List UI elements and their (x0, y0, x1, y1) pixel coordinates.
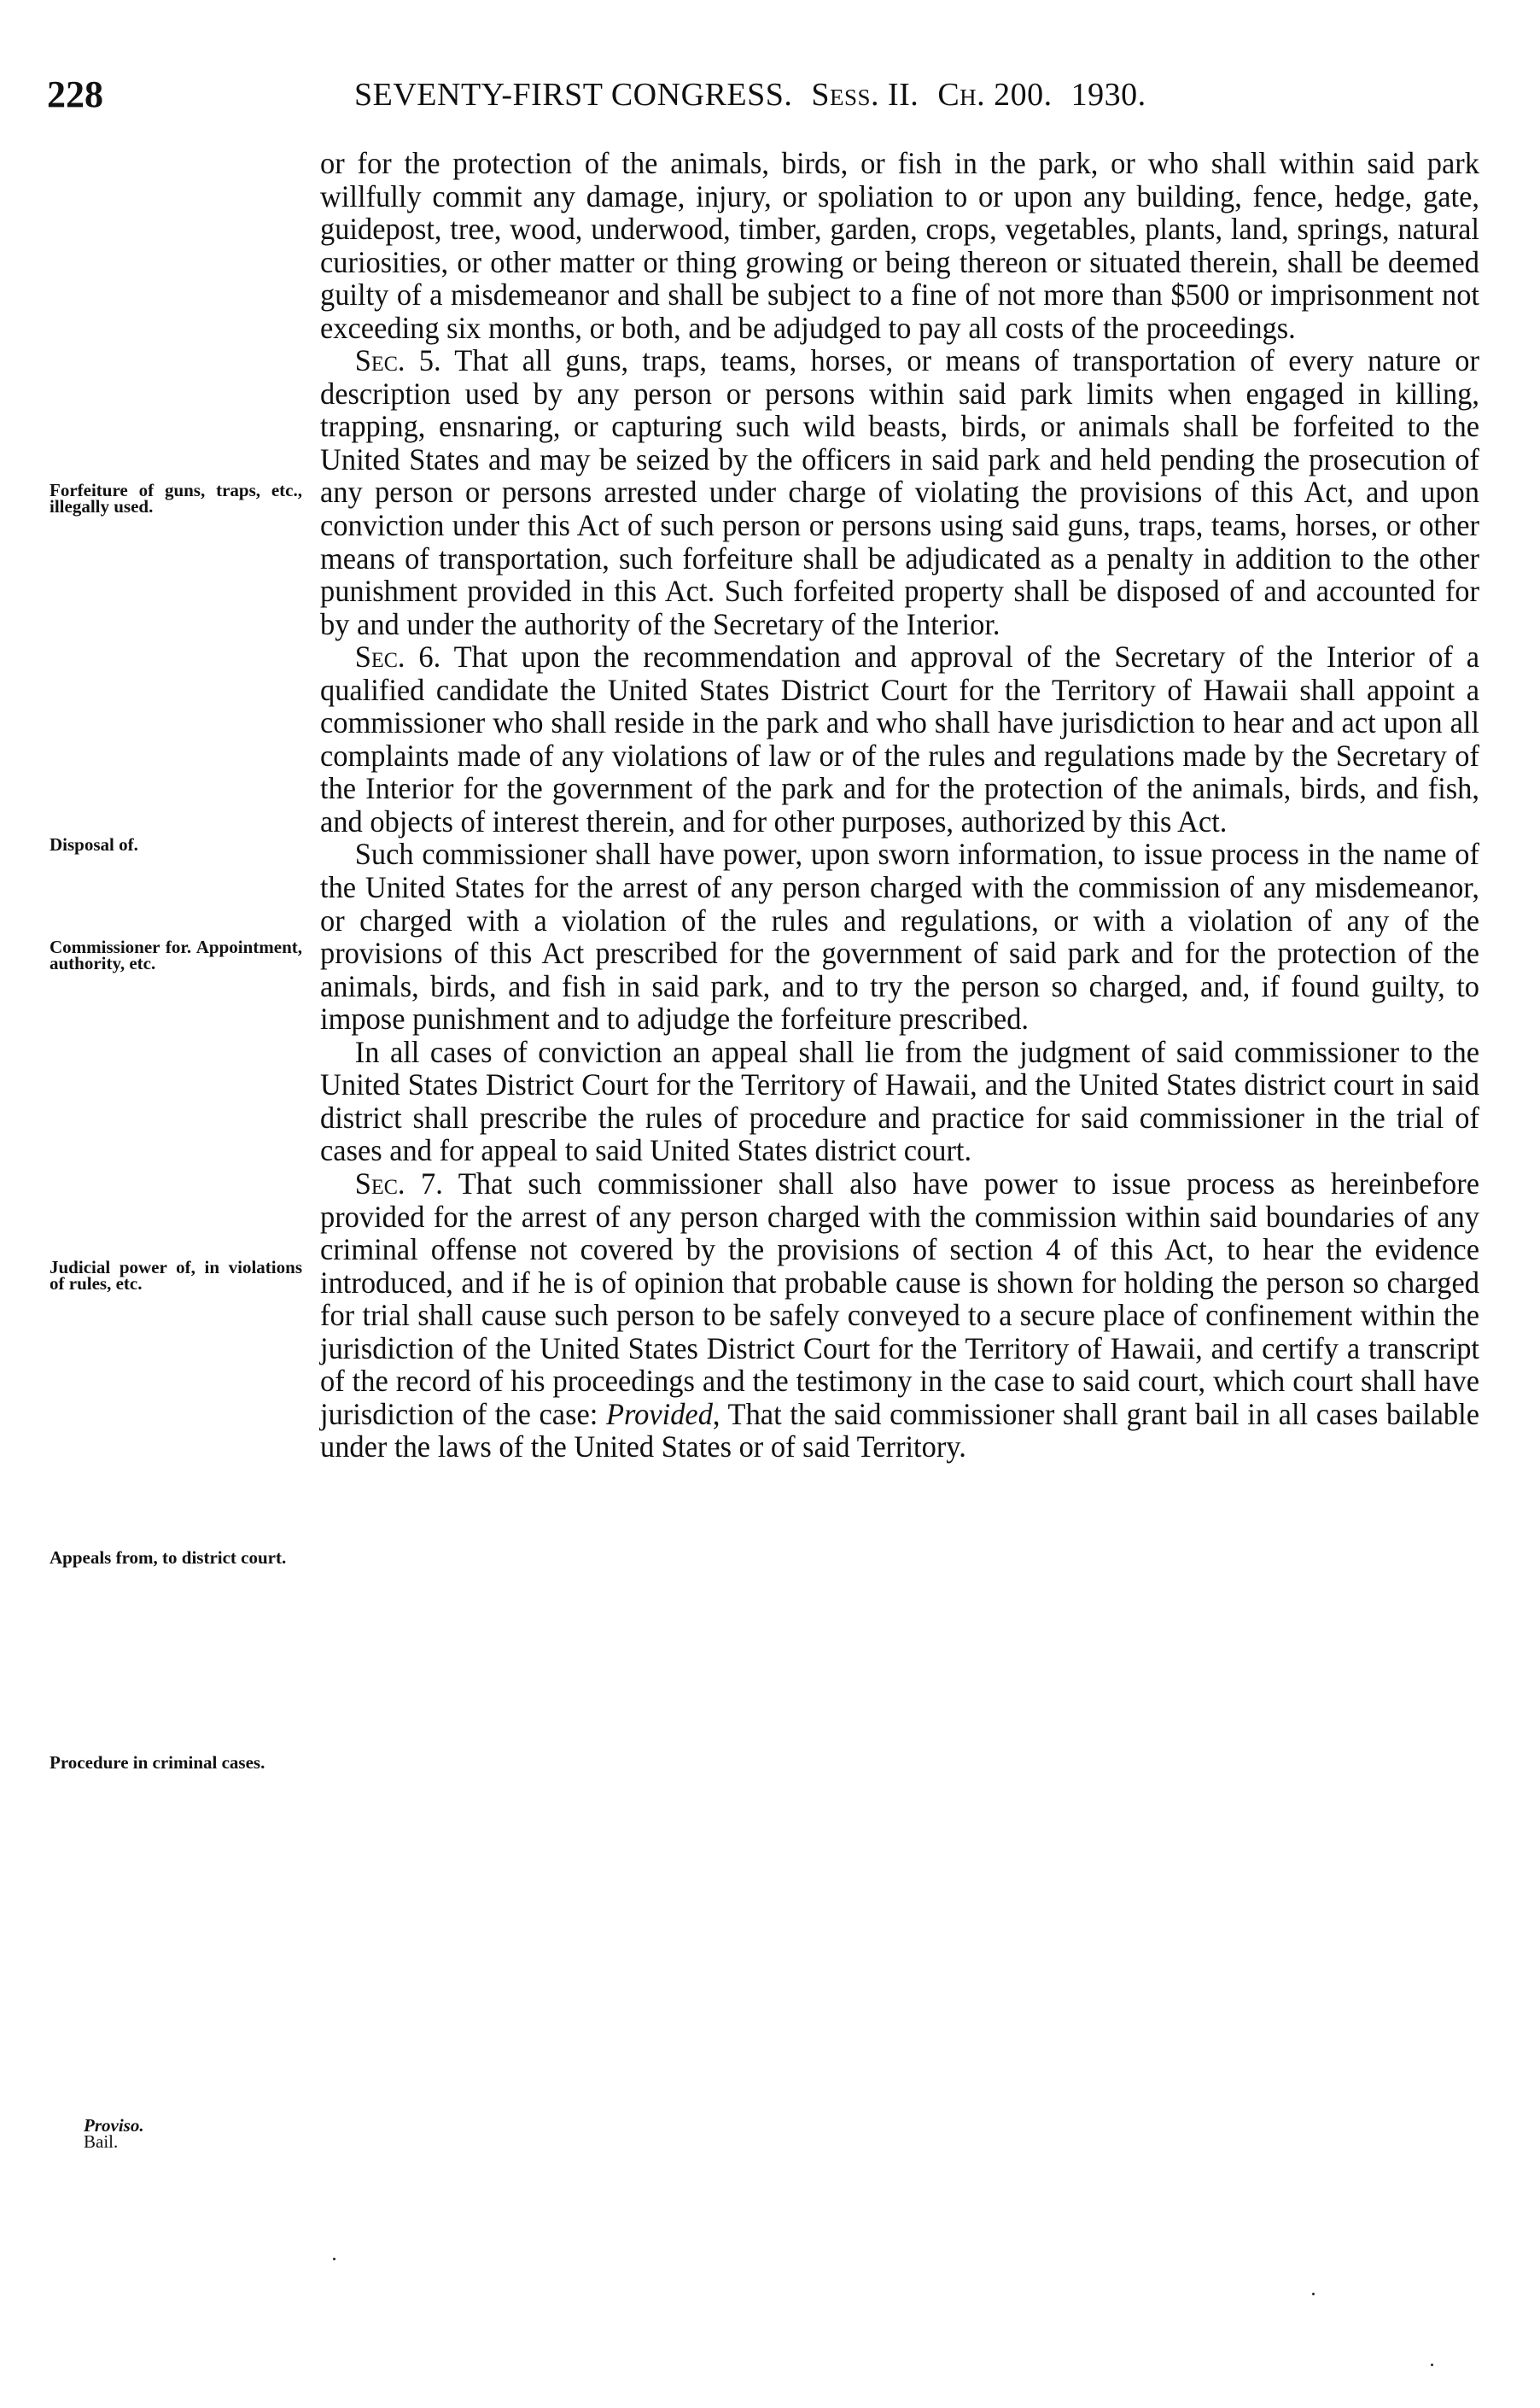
margin-note-appeals (50, 1547, 302, 1568)
paragraph-section-5 (320, 344, 1479, 640)
section-text-continued: , That the said commissioner shall grant bail in all cases bailable under the laws of the United States or of said Territory. (320, 1396, 1479, 1464)
print-speck (1431, 2364, 1433, 2366)
margin-note-text: Commissioner for. Appointment, authority, etc. (50, 937, 302, 973)
paragraph-section-6 (320, 640, 1479, 838)
margin-note-text: Appeals from, to district court. (50, 1547, 287, 1568)
margin-note-text: Bail. (84, 2131, 119, 2152)
session-label: Sess. II. (811, 77, 919, 113)
margin-note-text: Judicial power of, in violations of rules, etc. (50, 1257, 302, 1294)
margin-note-proviso-label: Proviso. (84, 2115, 144, 2136)
margin-note-procedure (50, 1752, 302, 1773)
margin-note-text: Forfeiture of guns, traps, etc., illegally used. (50, 480, 302, 517)
section-label: Sec. 7. (354, 1166, 443, 1201)
paragraph-continuation: or for the protection of the animals, birds, or fish in the park, or who shall within said park willfully commit any damage, injury, or spoliation to or upon any building, fence, hedge, gate, guidepost, tree, wood, underwood, timber, garden, crops, vegetables, plants, land, springs, natural curiosities, or other matter or thing growing or being thereon or situated therein, shall be deemed guilty of a misdemeanor and shall be subject to a fine of not more than $500 or imprisonment not exceeding six months, or both, and be adjudged to pay all costs of the proceedings. (320, 146, 1479, 345)
page-number: 228 (47, 73, 103, 115)
congress-title: SEVENTY-FIRST CONGRESS. (354, 77, 793, 113)
section-text: That upon the recommendation and approval of the Secretary of the Interior of a qualified candidate the United States District Court for the Territory of Hawaii shall appoint a commissioner who shall reside in the park and who shall have jurisdiction to hear and act upon all complaints made of any violations of law or of the rules and regulations made by the Secretary of the Interior for the government of the park and for the protection of the animals, birds, and fish, and objects of interest therein, and for other purposes, authorized by this Act. (320, 640, 1479, 839)
margin-note-text: Disposal of. (50, 834, 138, 855)
margin-note-judicial-power (50, 1257, 302, 1294)
margin-note-forfeiture (50, 482, 302, 515)
margin-note-proviso (84, 2115, 254, 2152)
margin-note-disposal (50, 834, 302, 855)
print-speck (333, 2258, 335, 2260)
paragraph-appeals: In all cases of conviction an appeal shall lie from the judgment of said commissioner to the United States District Court for the Territory of Hawaii, and the United States district court in said district shall prescribe the rules of procedure and practice for said commissioner in the trial of cases and for appeal to said United States district court. (320, 1034, 1479, 1168)
running-header (0, 73, 1540, 116)
paragraph-commissioner-power: Such commissioner shall have power, upon sworn information, to issue process in the name of the United States for the arrest of any person charged with the commission of any misdemeanor, or charged with a violation of the rules and regulations, or with a violation of any of the provisions of this Act prescribed for the government of said park and for the protection of the animals, birds, and fish in said park, and to try the person so charged, and, if found guilty, to impose punishment and to adjudge the forfeiture prescribed. (320, 837, 1479, 1037)
running-head-title (354, 73, 1165, 116)
proviso-keyword: Provided (605, 1396, 713, 1431)
chapter-label: Ch. 200. (937, 77, 1053, 113)
margin-note-commissioner (50, 939, 302, 972)
body-text (320, 147, 1479, 1464)
print-speck (1312, 2293, 1315, 2295)
section-text: That all guns, traps, teams, horses, or means of transportation of every nature or description used by any person or persons within said park limits when engaged in killing, trapping, ensnaring, or capturing such wild beasts, birds, or animals shall be forfeited to the United States and may be seized by the officers in said park and held pending the prosecution of any person or persons arrested under charge of violating the provisions of this Act, and upon conviction under this Act of such person or persons using said guns, traps, teams, horses, or other means of transportation, such forfeiture shall be adjudicated as a penalty in addition to the other punishment provided in this Act. Such forfeited property shall be disposed of and accounted for by and under the authority of the Secretary of the Interior. (320, 343, 1480, 641)
year-label: 1930. (1070, 77, 1146, 113)
section-label: Sec. 5. (354, 343, 441, 378)
margin-note-text: Procedure in criminal cases. (50, 1752, 265, 1773)
section-text: That such commissioner shall also have power to issue process as hereinbefore provided for the arrest of any person charged with the commission within said boundaries of any criminal offense not covered by the provisions of section 4 of this Act, to hear the evidence introduced, and if he is of opinion that probable cause is shown for holding the person so charged for trial shall cause such person to be safely conveyed to a secure place of confinement within the jurisdiction of the United States District Court for the Territory of Hawaii, and certify a transcript of the record of his proceedings and the testimony in the case to said court, which court shall have jurisdiction of the case: (320, 1166, 1479, 1431)
section-label: Sec. 6. (354, 640, 441, 675)
paragraph-section-7 (320, 1167, 1479, 1464)
